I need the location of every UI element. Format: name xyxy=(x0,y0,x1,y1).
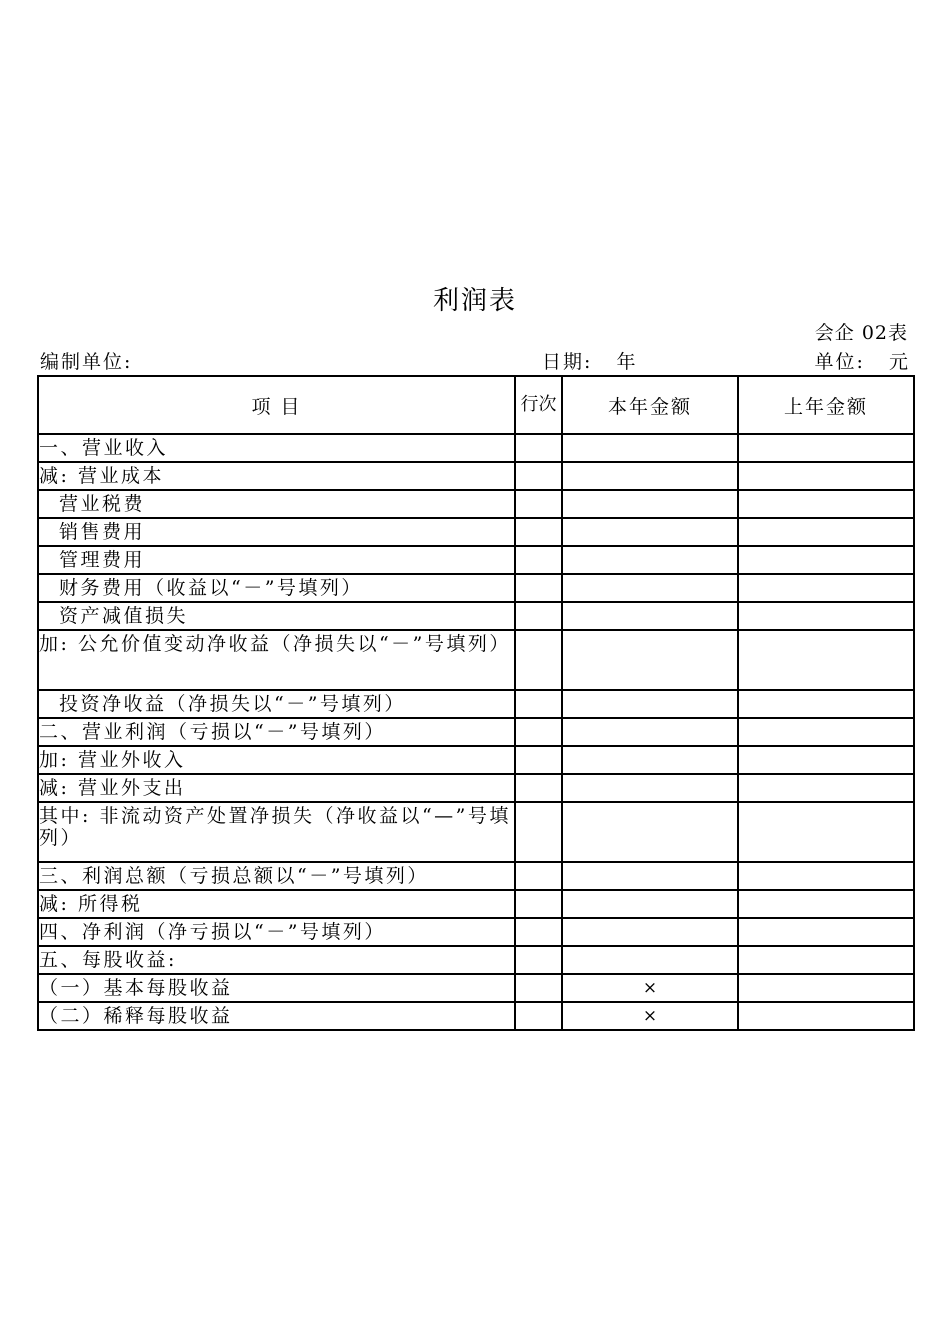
table-row xyxy=(38,630,914,690)
previous-year-cell[interactable] xyxy=(738,946,914,974)
current-year-cell[interactable] xyxy=(562,462,738,490)
table-row xyxy=(38,746,914,774)
row-label: 一、营业收入 xyxy=(38,434,515,462)
table-row xyxy=(38,802,914,862)
previous-year-cell[interactable] xyxy=(738,746,914,774)
line-cell[interactable] xyxy=(515,802,562,862)
table-row xyxy=(38,1002,914,1030)
previous-year-cell[interactable] xyxy=(738,1002,914,1030)
previous-year-cell[interactable] xyxy=(738,546,914,574)
row-label: 投资净收益（净损失以“－”号填列） xyxy=(38,690,515,718)
page-title: 利润表 xyxy=(432,286,517,316)
line-cell[interactable] xyxy=(515,462,562,490)
current-year-cell[interactable] xyxy=(562,602,738,630)
line-cell[interactable] xyxy=(515,490,562,518)
row-label: 财务费用（收益以“－”号填列） xyxy=(38,574,515,602)
table-row xyxy=(38,690,914,718)
row-label: 资产减值损失 xyxy=(38,602,515,630)
previous-year-cell[interactable] xyxy=(738,774,914,802)
row-label: 减: 营业外支出 xyxy=(38,774,515,802)
table-row xyxy=(38,574,914,602)
previous-year-cell[interactable] xyxy=(738,462,914,490)
previous-year-cell[interactable] xyxy=(738,602,914,630)
form-code: 会企 02表 xyxy=(814,322,908,344)
line-cell[interactable] xyxy=(515,746,562,774)
line-cell[interactable] xyxy=(515,718,562,746)
row-label: 加: 营业外收入 xyxy=(38,746,515,774)
line-cell[interactable] xyxy=(515,546,562,574)
row-label: 二、营业利润（亏损以“－”号填列） xyxy=(38,718,515,746)
date-label: 日期: 年 xyxy=(542,351,638,373)
row-label: 加: 公允价值变动净收益（净损失以“－”号填列） xyxy=(38,630,515,690)
row-label: 管理费用 xyxy=(38,546,515,574)
row-label: 三、利润总额（亏损总额以“－”号填列） xyxy=(38,862,515,890)
line-cell[interactable] xyxy=(515,1002,562,1030)
previous-year-cell[interactable] xyxy=(738,574,914,602)
previous-year-cell[interactable] xyxy=(738,490,914,518)
table-row xyxy=(38,774,914,802)
line-cell[interactable] xyxy=(515,890,562,918)
current-year-cell[interactable] xyxy=(562,690,738,718)
table-row xyxy=(38,602,914,630)
current-year-cell[interactable] xyxy=(562,518,738,546)
column-header-item: 项 目 xyxy=(38,376,515,434)
previous-year-cell[interactable] xyxy=(738,718,914,746)
row-label: 营业税费 xyxy=(38,490,515,518)
previous-year-cell[interactable] xyxy=(738,690,914,718)
table-row xyxy=(38,546,914,574)
table-row xyxy=(38,974,914,1002)
line-cell[interactable] xyxy=(515,918,562,946)
current-year-cell[interactable] xyxy=(562,862,738,890)
previous-year-cell[interactable] xyxy=(738,974,914,1002)
row-label: 减: 所得税 xyxy=(38,890,515,918)
column-header-current-year: 本年金额 xyxy=(562,376,738,434)
previous-year-cell[interactable] xyxy=(738,434,914,462)
table-row xyxy=(38,918,914,946)
table-row xyxy=(38,862,914,890)
previous-year-cell[interactable] xyxy=(738,630,914,690)
current-year-cell[interactable] xyxy=(562,718,738,746)
row-label: 其中: 非流动资产处置净损失（净收益以“—”号填列） xyxy=(38,802,515,862)
column-header-previous-year: 上年金额 xyxy=(738,376,914,434)
current-year-cell[interactable] xyxy=(562,918,738,946)
line-cell[interactable] xyxy=(515,974,562,1002)
row-label: （一）基本每股收益 xyxy=(38,974,515,1002)
previous-year-cell[interactable] xyxy=(738,918,914,946)
current-year-cell[interactable]: × xyxy=(562,974,738,1002)
line-cell[interactable] xyxy=(515,946,562,974)
table-row xyxy=(38,946,914,974)
table-row xyxy=(38,490,914,518)
current-year-cell[interactable] xyxy=(562,546,738,574)
current-year-cell[interactable] xyxy=(562,490,738,518)
current-year-cell[interactable] xyxy=(562,802,738,862)
row-label: 销售费用 xyxy=(38,518,515,546)
line-cell[interactable] xyxy=(515,690,562,718)
table-row xyxy=(38,518,914,546)
line-cell[interactable] xyxy=(515,630,562,690)
row-label: （二）稀释每股收益 xyxy=(38,1002,515,1030)
unit-label: 单位: 元 xyxy=(814,351,910,373)
column-header-line: 行次 xyxy=(515,376,562,434)
income-statement-table xyxy=(37,375,915,1031)
line-cell[interactable] xyxy=(515,574,562,602)
row-label: 五、每股收益: xyxy=(38,946,515,974)
table-row xyxy=(38,890,914,918)
current-year-cell[interactable] xyxy=(562,890,738,918)
previous-year-cell[interactable] xyxy=(738,518,914,546)
line-cell[interactable] xyxy=(515,774,562,802)
previous-year-cell[interactable] xyxy=(738,890,914,918)
table-header-row xyxy=(38,376,914,434)
current-year-cell[interactable] xyxy=(562,946,738,974)
table-row xyxy=(38,434,914,462)
org-label: 编制单位: xyxy=(40,351,133,373)
line-cell[interactable] xyxy=(515,602,562,630)
current-year-cell[interactable] xyxy=(562,746,738,774)
previous-year-cell[interactable] xyxy=(738,802,914,862)
row-label: 四、净利润（净亏损以“－”号填列） xyxy=(38,918,515,946)
table-row xyxy=(38,462,914,490)
previous-year-cell[interactable] xyxy=(738,862,914,890)
current-year-cell[interactable] xyxy=(562,434,738,462)
line-cell[interactable] xyxy=(515,434,562,462)
row-label: 减: 营业成本 xyxy=(38,462,515,490)
current-year-cell[interactable] xyxy=(562,574,738,602)
current-year-cell[interactable] xyxy=(562,630,738,690)
current-year-cell[interactable] xyxy=(562,774,738,802)
line-cell[interactable] xyxy=(515,862,562,890)
line-cell[interactable] xyxy=(515,518,562,546)
table-row xyxy=(38,718,914,746)
current-year-cell[interactable]: × xyxy=(562,1002,738,1030)
